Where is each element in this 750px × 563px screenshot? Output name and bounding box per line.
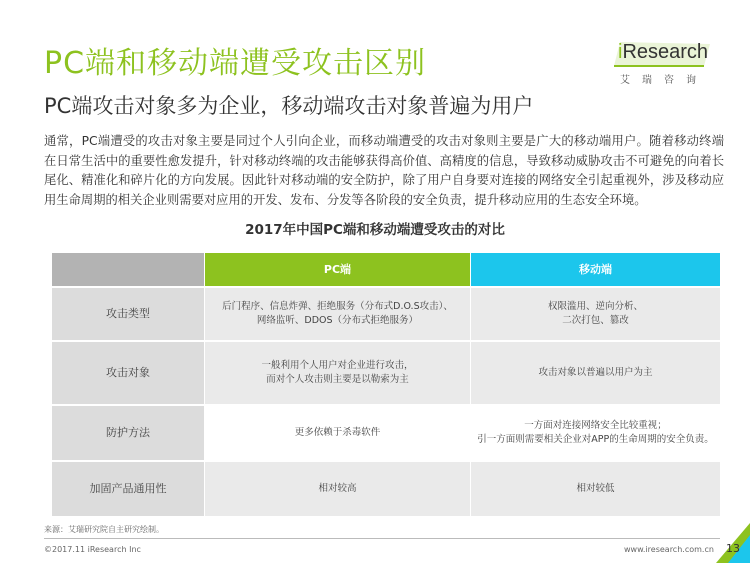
page-subtitle: PC端攻击对象多为企业，移动端攻击对象普遍为用户 <box>44 94 534 118</box>
header-cell-pc: PC端 <box>205 253 470 286</box>
table-header-row <box>52 253 720 286</box>
pc-cell: 相对较高 <box>205 462 470 516</box>
row-label: 防护方法 <box>52 406 204 460</box>
mobile-cell: 权限滥用、逆向分析、 二次打包、篡改 <box>471 288 720 340</box>
table-row <box>52 406 720 460</box>
intro-paragraph: 通常，PC端遭受的攻击对象主要是同过个人引向企业，而移动端遭受的攻击对象则主要是广大的移动端用户。随着移动终端在日常生活中的重要性愈发提升，针对移动终端的攻击能够获得高价值、高精度的信息，导致移动威胁攻击不可避免的向着长尾化、精准化和碎片化的方向发展。因此针对移动端的安全防护，除了用户自身要对连接的网络安全引起重视外，涉及移动应用生命周期的相关企业则需要对应用的开发、发布、分发等各阶段的安全负责，提升移动应用的生态安全环境。 <box>44 134 724 207</box>
copyright-text: ©2017.11 iResearch Inc <box>44 545 141 554</box>
header-cell-blank <box>52 253 204 286</box>
table-row <box>52 288 720 340</box>
mobile-cell: 攻击对象以普遍以用户为主 <box>471 342 720 404</box>
logo-research: Research <box>622 41 709 63</box>
source-note: 来源：艾瑞研究院自主研究绘制。 <box>44 525 164 534</box>
website-link[interactable]: www.iresearch.com.cn <box>624 545 714 554</box>
iresearch-logo <box>612 40 716 86</box>
page-number: 13 <box>726 542 740 555</box>
corner-decoration <box>710 513 750 563</box>
logo-tagline: 艾瑞咨询 <box>620 75 708 86</box>
comparison-table <box>52 253 720 516</box>
mobile-cell: 相对较低 <box>471 462 720 516</box>
table-title: 2017年中国PC端和移动端遭受攻击的对比 <box>245 222 505 238</box>
row-label: 攻击类型 <box>52 288 204 340</box>
pc-cell: 后门程序、信息炸弹、拒绝服务（分布式D.O.S攻击）、 网络监听、DDOS（分布式拒绝服务） <box>205 288 470 340</box>
table-row <box>52 342 720 404</box>
mobile-cell: 一方面对连接网络安全比较重视； 引一方面则需要相关企业对APP的生命周期的安全负责。 <box>471 406 720 460</box>
footer-divider <box>44 538 720 539</box>
logo-wordmark <box>618 41 708 64</box>
logo-i: i <box>618 41 623 63</box>
page-title: PC端和移动端遭受攻击区别 <box>44 46 427 81</box>
row-label: 加固产品通用性 <box>52 462 204 516</box>
pc-cell: 一般利用个人用户对企业进行攻击， 而对个人攻击则主要是以勒索为主 <box>205 342 470 404</box>
pc-cell: 更多依赖于杀毒软件 <box>205 406 470 460</box>
row-label: 攻击对象 <box>52 342 204 404</box>
header-cell-mobile: 移动端 <box>471 253 720 286</box>
table-row <box>52 462 720 516</box>
